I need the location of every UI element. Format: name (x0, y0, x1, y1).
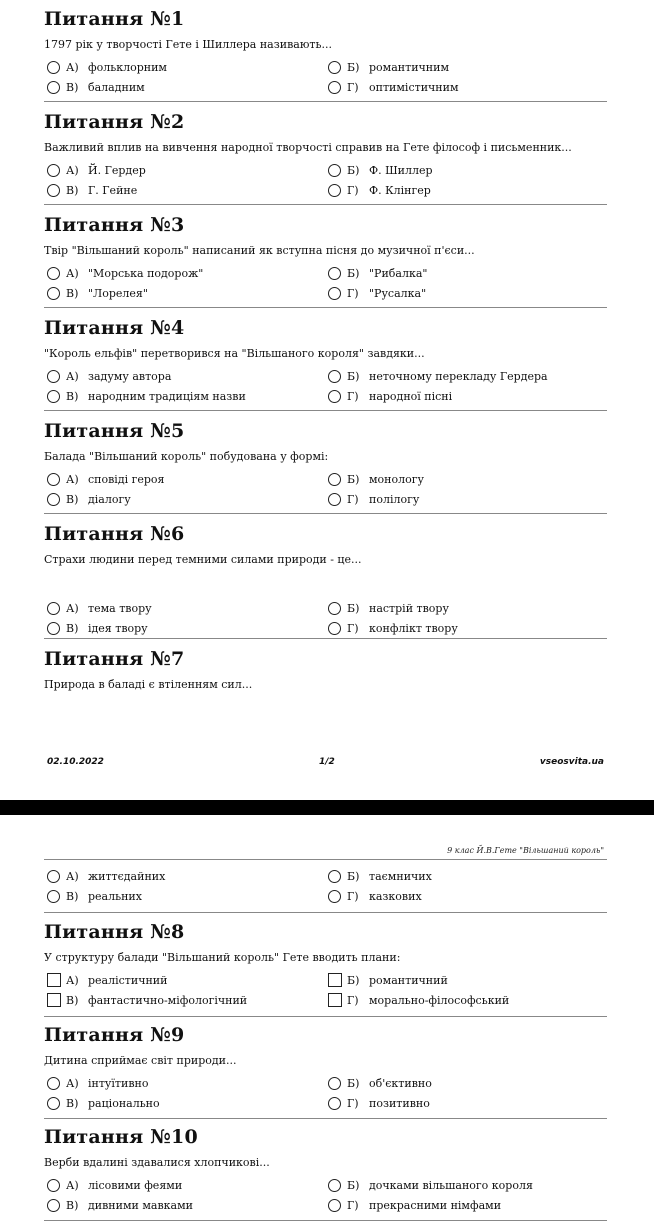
option-v[interactable]: В) фантастично-міфологічний (47, 991, 247, 1009)
option-b[interactable]: Б) таємничих (328, 867, 432, 885)
options (44, 58, 607, 98)
option-a[interactable]: А) життєдайних (47, 867, 165, 885)
option-a[interactable]: А) Й. Гердер (47, 161, 146, 179)
question-text: Важливий вплив на вивчення народної творчості справив на Гете філософ і письменник... (44, 141, 572, 154)
option-g[interactable]: Г) казкових (328, 887, 422, 905)
question-title: Питання №7 (44, 648, 185, 670)
options (44, 1176, 607, 1216)
options (44, 599, 607, 639)
question-10 (44, 1126, 607, 1216)
checkbox[interactable] (328, 973, 342, 987)
question-1 (44, 8, 607, 98)
option-b[interactable]: Б) монологу (328, 470, 424, 488)
divider (44, 307, 607, 308)
question-9 (44, 1024, 607, 1114)
radio-button[interactable] (328, 287, 341, 300)
radio-button[interactable] (47, 1077, 60, 1090)
question-text: Твір "Вільшаний король" написаний як вступна пісня до музичної п'єси... (44, 244, 475, 257)
divider (44, 912, 607, 913)
option-g[interactable]: Г) Ф. Клінгер (328, 181, 431, 199)
question-7-options (44, 867, 607, 907)
header-divider (44, 859, 607, 860)
option-v[interactable]: В) баладним (47, 78, 145, 96)
question-text: Страхи людини перед темними силами природи - це... (44, 553, 362, 566)
radio-button[interactable] (328, 81, 341, 94)
option-g[interactable]: Г) полілогу (328, 490, 419, 508)
radio-button[interactable] (47, 870, 60, 883)
radio-button[interactable] (47, 622, 60, 635)
options (44, 1074, 607, 1114)
radio-button[interactable] (328, 1077, 341, 1090)
option-a[interactable]: А) лісовими феями (47, 1176, 182, 1194)
question-title: Питання №5 (44, 420, 185, 442)
question-6 (44, 523, 607, 639)
question-title: Питання №10 (44, 1126, 198, 1148)
divider (44, 204, 607, 205)
option-v[interactable]: В) реальних (47, 887, 142, 905)
option-g[interactable]: Г) оптимістичним (328, 78, 459, 96)
option-a[interactable]: А) тема твору (47, 599, 152, 617)
question-text: Верби вдалині здавалися хлопчикові... (44, 1156, 270, 1169)
question-3 (44, 214, 607, 304)
question-text: Дитина сприймає світ природи... (44, 1054, 237, 1067)
radio-button[interactable] (328, 61, 341, 74)
footer-date: 02.10.2022 (47, 757, 104, 767)
question-8 (44, 921, 607, 1011)
question-title: Питання №6 (44, 523, 185, 545)
option-g[interactable]: Г) прекрасними німфами (328, 1196, 501, 1214)
radio-button[interactable] (47, 61, 60, 74)
question-title: Питання №1 (44, 8, 185, 30)
page-header: 9 клас Й.В.Гете "Вільшаний король" (447, 846, 604, 855)
option-g[interactable]: Г) позитивно (328, 1094, 430, 1112)
option-b[interactable]: Б) дочками вільшаного короля (328, 1176, 533, 1194)
page-gap (0, 800, 654, 815)
checkbox[interactable] (328, 993, 342, 1007)
radio-button[interactable] (328, 890, 341, 903)
radio-button[interactable] (328, 1179, 341, 1192)
footer-site: vseosvita.ua (539, 757, 604, 767)
option-v[interactable]: В) народним традиціям назви (47, 387, 246, 405)
radio-button[interactable] (328, 184, 341, 197)
option-a[interactable]: А) інтуїтивно (47, 1074, 149, 1092)
divider (44, 638, 607, 639)
radio-button[interactable] (47, 81, 60, 94)
options (44, 367, 607, 407)
radio-button[interactable] (47, 1097, 60, 1110)
options (44, 971, 607, 1011)
option-a[interactable]: А) задуму автора (47, 367, 171, 385)
radio-button[interactable] (328, 622, 341, 635)
option-g[interactable]: Г) морально-філософський (328, 991, 509, 1009)
question-text: Природа в баладі є втіленням сил... (44, 678, 253, 691)
divider (44, 1220, 607, 1221)
question-title: Питання №9 (44, 1024, 185, 1046)
option-g[interactable]: Г) конфлікт твору (328, 619, 458, 637)
radio-button[interactable] (328, 1097, 341, 1110)
question-2 (44, 111, 607, 201)
option-a[interactable]: А) сповіді героя (47, 470, 165, 488)
option-v[interactable]: В) "Лорелея" (47, 284, 148, 302)
radio-button[interactable] (47, 1199, 60, 1212)
radio-button[interactable] (47, 493, 60, 506)
checkbox[interactable] (47, 973, 61, 987)
options (44, 867, 607, 907)
option-v[interactable]: В) діалогу (47, 490, 131, 508)
option-b[interactable]: Б) Ф. Шиллер (328, 161, 433, 179)
radio-button[interactable] (47, 267, 60, 280)
radio-button[interactable] (47, 473, 60, 486)
option-a[interactable]: А) фольклорним (47, 58, 167, 76)
question-text: У структуру балади "Вільшаний король" Гете вводить плани: (44, 951, 401, 964)
radio-button[interactable] (328, 164, 341, 177)
option-a[interactable]: А) "Морська подорож" (47, 264, 203, 282)
divider (44, 513, 607, 514)
radio-button[interactable] (47, 287, 60, 300)
option-b[interactable]: Б) романтичний (328, 971, 448, 989)
question-title: Питання №8 (44, 921, 185, 943)
option-b[interactable]: Б) неточному перекладу Гердера (328, 367, 548, 385)
divider (44, 410, 607, 411)
question-5 (44, 420, 607, 510)
question-text: "Король ельфів" перетворився на "Вільшаного короля" завдяки... (44, 347, 425, 360)
radio-button[interactable] (328, 602, 341, 615)
radio-button[interactable] (328, 473, 341, 486)
question-text: 1797 рік у творчості Гете і Шиллера називають... (44, 38, 332, 51)
radio-button[interactable] (47, 370, 60, 383)
question-title: Питання №3 (44, 214, 185, 236)
option-v[interactable]: В) раціонально (47, 1094, 160, 1112)
divider (44, 101, 607, 102)
question-title: Питання №2 (44, 111, 185, 133)
radio-button[interactable] (328, 1199, 341, 1212)
option-a[interactable]: А) реалістичний (47, 971, 167, 989)
question-text: Балада "Вільшаний король" побудована у формі: (44, 450, 329, 463)
option-v[interactable]: В) дивними мавками (47, 1196, 193, 1214)
radio-button[interactable] (328, 390, 341, 403)
radio-button[interactable] (328, 267, 341, 280)
radio-button[interactable] (328, 370, 341, 383)
question-4 (44, 317, 607, 407)
options (44, 264, 607, 304)
divider (44, 1118, 607, 1119)
radio-button[interactable] (47, 164, 60, 177)
question-title: Питання №4 (44, 317, 185, 339)
radio-button[interactable] (47, 184, 60, 197)
option-b[interactable]: Б) настрій твору (328, 599, 449, 617)
radio-button[interactable] (328, 870, 341, 883)
radio-button[interactable] (47, 890, 60, 903)
option-b[interactable]: Б) романтичним (328, 58, 449, 76)
checkbox[interactable] (47, 993, 61, 1007)
question-7 (44, 648, 607, 692)
radio-button[interactable] (328, 493, 341, 506)
options (44, 161, 607, 201)
option-b[interactable]: Б) "Рибалка" (328, 264, 427, 282)
option-v[interactable]: В) Г. Гейне (47, 181, 137, 199)
option-b[interactable]: Б) об'єктивно (328, 1074, 432, 1092)
radio-button[interactable] (47, 602, 60, 615)
option-g[interactable]: Г) народної пісні (328, 387, 452, 405)
radio-button[interactable] (47, 1179, 60, 1192)
divider (44, 1016, 607, 1017)
footer-page-number: 1/2 (319, 757, 335, 767)
options (44, 470, 607, 510)
radio-button[interactable] (47, 390, 60, 403)
option-g[interactable]: Г) "Русалка" (328, 284, 426, 302)
option-v[interactable]: В) ідея твору (47, 619, 148, 637)
